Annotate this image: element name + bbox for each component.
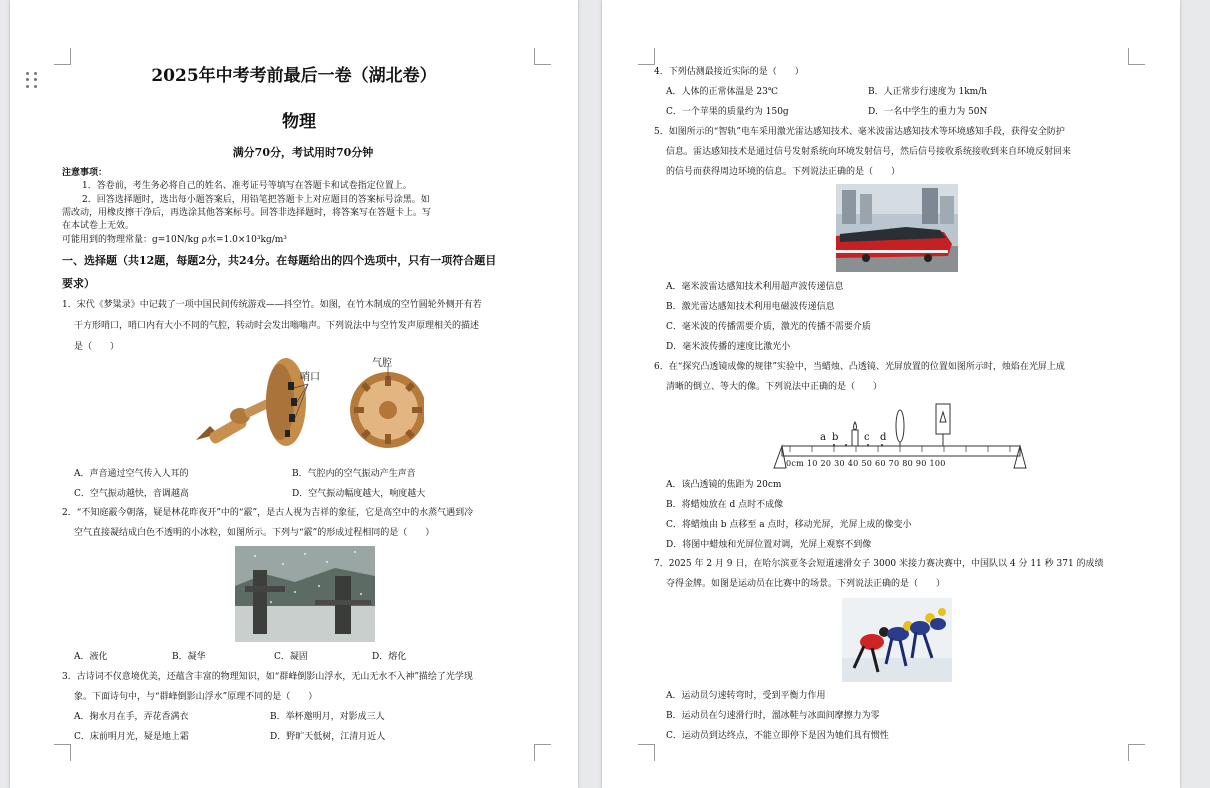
bench-label-c: c [864,432,870,443]
q3-stem: 3．古诗词不仅意境优美，还蕴含丰富的物理知识，如“群峰倒影山浮水，无山无水不入神”描绘了光学现 [62,672,473,682]
q7-option-c[interactable]: C．运动员到达终点，不能立即停下是因为她们具有惯性 [666,731,889,741]
notes-heading: 注意事项： [62,168,108,178]
bench-label-a: a [820,432,826,443]
q6-stem: 6．在“探究凸透镜成像的规律”实验中，当蜡烛、凸透镜、光屏放置的位置如图所示时，烛焰在光屏上成 [654,362,1065,372]
crop-mark [638,48,655,65]
note-2: 2．回答选择题时，选出每小题答案后，用铅笔把答题卡上对应题目的答案标号涂黑。如 [82,195,430,205]
section-heading: 一、选择题（共12题，每题2分，共24分。在每题给出的四个选项中，只有一项符合题目 [62,254,497,267]
q2-option-d[interactable]: D．熔化 [372,652,407,662]
tram-photo [836,184,958,272]
note-2-cont: 需改动，用橡皮擦干净后，再选涂其他答案标号。回答非选择题时，将答案写在答题卡上。写 [62,208,432,218]
q3-option-c[interactable]: C．床前明月光，疑是地上霜 [74,732,189,742]
q6-option-d[interactable]: D．将图中蜡烛和光屏位置对调，光屏上观察不到像 [666,540,872,550]
q3-option-a[interactable]: A．掬水月在手，弄花香满衣 [74,712,189,722]
q6-option-a[interactable]: A．该凸透镜的焦距为 20cm [666,480,782,490]
bench-label-d: d [880,432,887,443]
bench-label-b: b [832,432,839,443]
q6-option-c[interactable]: C．将蜡烛由 b 点移至 a 点时，移动光屏，光屏上成的像变小 [666,520,912,530]
q1-option-c[interactable]: C．空气振动越快，音调越高 [74,489,189,499]
q2-option-a[interactable]: A．液化 [74,652,108,662]
crop-mark [54,48,71,65]
note-2-end: 在本试卷上无效。 [62,221,135,231]
q1-option-a[interactable]: A．声音通过空气传入人耳的 [74,469,189,479]
q1-option-d[interactable]: D．空气振动幅度越大，响度越大 [292,489,426,499]
snow-photo [235,546,375,642]
q6-option-b[interactable]: B．将蜡烛放在 d 点时不成像 [666,500,784,510]
q4-option-d[interactable]: D．一名中学生的重力为 50N [868,107,988,117]
q5-stem-2: 信息。雷达感知技术是通过信号发射系统向环境发射信号，然后信号接收系统接收到来自环境反射回来 [666,147,1072,157]
q5-stem-3: 的信号而获得周边环境的信息。下列说法正确的是（ ） [666,167,901,177]
q3-option-d[interactable]: D．野旷天低树，江清月近人 [270,732,386,742]
label-cavity: 气腔 [372,358,392,369]
q7-stem-2: 夺得金牌。如图是运动员在比赛中的场景。下列说法正确的是（ ） [666,579,946,589]
exam-title: 2025年中考考前最后一卷（湖北卷） [151,66,437,86]
q4-option-a[interactable]: A．人体的正常体温是 23℃ [666,87,778,97]
q2-stem: 2．“不知庭霰今朝落，疑是林花昨夜开”中的“霰”，是古人视为吉祥的象征，它是高空中的水蒸气遇到冷 [62,508,474,518]
q4-stem: 4．下列估测最接近实际的是（ ） [654,67,804,77]
q3-option-b[interactable]: B．举杯邀明月，对影成三人 [270,712,385,722]
q1-stem-2: 干方形哨口，哨口内有大小不同的气腔，转动时会发出嗡嗡声。下列说法中与空竹发声原理相关的描述 [74,321,480,331]
crop-mark [1128,744,1145,761]
label-whistle: 哨口 [300,372,320,383]
q1-stem: 1．宋代《梦粱录》中记载了一项中国民间传统游戏——抖空竹。如图，在竹木制成的空竹圆轮外侧开有若 [62,300,482,310]
bench-scale: 0cm 10 20 30 40 50 60 70 80 90 100 [786,459,946,468]
q5-option-b[interactable]: B．激光雷达感知技术利用电磁波传递信息 [666,302,835,312]
physical-constants: 可能用到的物理常量：g=10N/kg ρ水=1.0×10³kg/m³ [62,235,287,245]
q4-option-b[interactable]: B．人正常步行速度为 1km/h [868,87,988,97]
crop-mark [1128,48,1145,65]
q5-option-c[interactable]: C．毫米波的传播需要介质，激光的传播不需要介质 [666,322,871,332]
q7-option-b[interactable]: B．运动员在匀速滑行时，溜冰鞋与冰面间摩擦力为零 [666,711,880,721]
q7-option-a[interactable]: A．运动员匀速转弯时，受到平衡力作用 [666,691,826,701]
q4-option-c[interactable]: C．一个苹果的质量约为 150g [666,107,789,117]
crop-mark [638,744,655,761]
q6-stem-2: 清晰的倒立、等大的像。下列说法中正确的是（ ） [666,382,883,392]
q5-option-d[interactable]: D．毫米波传播的速度比激光小 [666,342,791,352]
section-heading-cont: 要求） [62,277,95,290]
q7-stem: 7．2025 年 2 月 9 日，在哈尔滨亚冬会短道速滑女子 3000 米接力赛决赛中，中国队以 4 分 11 秒 371 的成绩 [654,559,1104,569]
q3-stem-2: 象。下面诗句中，与“群峰倒影山浮水”原理不同的是（ ） [74,692,318,702]
q5-option-a[interactable]: A．毫米波雷达感知技术利用超声波传递信息 [666,282,844,292]
q5-stem: 5．如图所示的“智轨”电车采用激光雷达感知技术、毫米波雷达感知技术等环境感知手段，获得安全防护 [654,127,1065,137]
crop-mark [534,48,551,65]
subject-title: 物理 [282,112,316,132]
q2-option-c[interactable]: C．凝固 [274,652,308,662]
q1-stem-3: 是（ ） [74,342,120,352]
skating-photo [842,598,952,682]
q1-option-b[interactable]: B．气腔内的空气振动产生声音 [292,469,416,479]
crop-mark [54,744,71,761]
score-time: 满分70分，考试用时70分钟 [232,146,374,159]
crop-mark [534,744,551,761]
document-page-left [10,0,578,788]
document-page-right [602,0,1180,788]
q2-option-b[interactable]: B．凝华 [172,652,206,662]
q2-stem-2: 空气直接凝结成白色不透明的小冰粒，如图所示。下列与“霰”的形成过程相同的是（ ） [74,528,435,538]
note-1: 1．答卷前，考生务必将自己的姓名、准考证号等填写在答题卡和试卷指定位置上。 [82,181,412,191]
